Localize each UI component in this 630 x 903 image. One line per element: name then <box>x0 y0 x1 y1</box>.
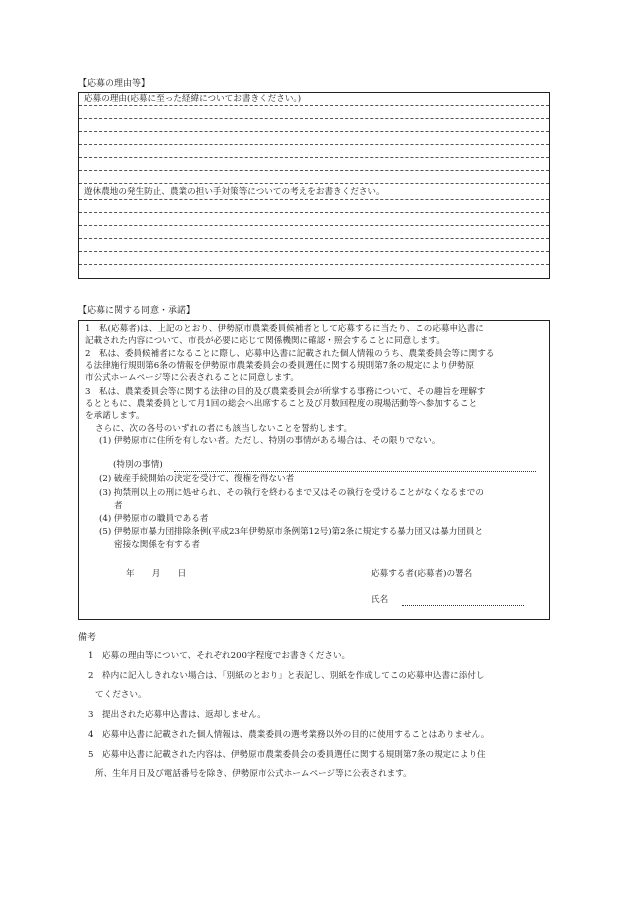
reason-writing-line <box>79 157 549 158</box>
note-line: 4 応募申込書に記載された個人情報は、農業委員の選考業務以外の目的に使用することはありません。 <box>88 730 490 740</box>
reason-writing-line <box>79 131 549 132</box>
consent-item: 者 <box>114 501 123 511</box>
consent-item: (4) 伊勢原市の職員である者 <box>99 514 209 524</box>
consent-section-title: 【応募に関する同意・承諾】 <box>78 306 196 316</box>
reason-writing-line <box>79 183 549 184</box>
reason-writing-line <box>79 105 549 106</box>
farmland-writing-line <box>79 199 549 200</box>
consent-line: る法律施行規則第6条の情報を伊勢原市農業委員会の委員選任に関する規則第7条の規定により伊勢原 <box>85 361 475 371</box>
note-line: 5 応募申込書に記載された内容は、伊勢原市農業委員会の委員選任に関する規則第7条の規定により住 <box>88 750 486 760</box>
farmland-writing-line <box>79 238 549 239</box>
note-line: 所、生年月日及び電話番号を除き、伊勢原市公式ホームページ等に公表されます。 <box>95 769 412 779</box>
reason-writing-line <box>79 118 549 119</box>
note-line: てください。 <box>95 690 147 700</box>
date-label[interactable]: 年 月 日 <box>126 569 187 579</box>
consent-line: 1 私(応募者)は、上記のとおり、伊勢原市農業委員候補者として応募するに当たり、この応募申込書に <box>85 324 484 334</box>
reason-label: 応募の理由(応募に至った経緯についてお書きください。) <box>84 94 302 104</box>
signature-label: 応募する者(応募者)の署名 <box>371 569 473 579</box>
reason-section-title: 【応募の理由等】 <box>78 79 151 89</box>
reason-writing-line <box>79 170 549 171</box>
special-circumstance-label: (特別の事情) <box>113 460 163 470</box>
consent-line: を承諾します。 <box>85 411 145 421</box>
consent-line: 2 私は、委員候補者になることに際し、応募申込書に記載された個人情報のうち、農業委員会等に関する <box>85 349 495 359</box>
farmland-writing-line <box>79 212 549 213</box>
special-circumstance-input[interactable] <box>174 471 536 472</box>
notes-title: 備考 <box>78 633 97 643</box>
note-line: 1 応募の理由等について、それぞれ200字程度でお書きください。 <box>88 651 351 661</box>
consent-item: (2) 破産手続開始の決定を受けて、復権を得ない者 <box>99 474 295 484</box>
reason-writing-line <box>79 144 549 145</box>
consent-item: (5) 伊勢原市暴力団排除条例(平成23年伊勢原市条例第12号)第2条に規定する暴力団又は暴力団員と <box>99 527 484 537</box>
consent-line: 記載された内容について、市長が必要に応じて関係機関に確認・照会することに同意します。 <box>85 336 445 346</box>
consent-item: (3) 拘禁刑以上の刑に処せられ、その執行を終わるまで又はその執行を受けることがなくなるまでの <box>99 488 484 498</box>
note-line: 2 枠内に記入しきれない場合は、「別紙のとおり」と表記し、別紙を作成してこの応募申込書に添付し <box>88 671 485 681</box>
farmland-writing-line <box>79 251 549 252</box>
consent-box <box>78 320 550 620</box>
farmland-writing-line <box>79 264 549 265</box>
consent-line: るとともに、農業委員として月1回の総会へ出席すること及び月数回程度の現場活動等へ参加すること <box>85 399 478 409</box>
name-label: 氏名 <box>371 595 389 605</box>
reason-box[interactable] <box>78 92 550 279</box>
note-line: 3 提出された応募申込書は、返却しません。 <box>88 710 266 720</box>
consent-item: 密接な関係を有する者 <box>114 540 200 550</box>
farmland-label: 遊休農地の発生防止、農業の担い手対策等についての考えをお書きください。 <box>84 187 385 197</box>
consent-line: 市公式ホームページ等に公表されることに同意します。 <box>85 373 299 383</box>
consent-item: (1) 伊勢原市に住所を有しない者。ただし、特別の事情がある場合は、その限りでない。 <box>99 436 441 446</box>
name-input[interactable] <box>402 605 524 606</box>
consent-line: さらに、次の各号のいずれの者にも該当しないことを誓約します。 <box>95 424 353 434</box>
consent-line: 3 私は、農業委員会等に関する法律の目的及び農業委員会が所掌する事務について、その趣旨を理解す <box>85 387 486 397</box>
farmland-writing-line <box>79 225 549 226</box>
